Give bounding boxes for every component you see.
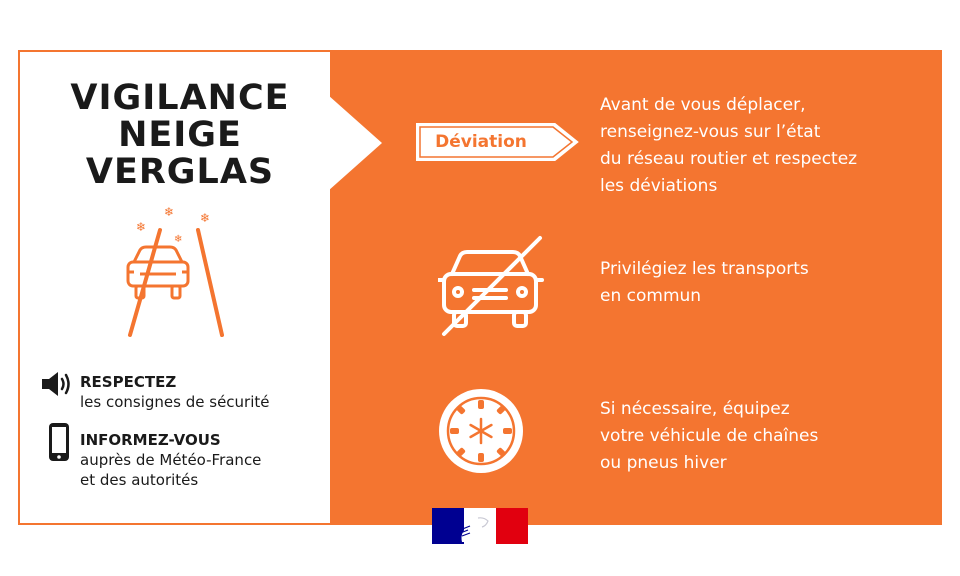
info-informez-heading: INFORMEZ-VOUS [80, 431, 221, 449]
tip-equipment-line1: Si nécessaire, équipez [600, 399, 790, 419]
smartphone-icon [42, 422, 76, 462]
tip-deviations [600, 92, 920, 200]
svg-text:❄: ❄ [164, 205, 175, 219]
car-on-snowy-road-icon [100, 200, 240, 340]
tip-deviations-line4: les déviations [600, 176, 718, 196]
snow-tire-icon [436, 386, 526, 476]
deviation-label: Déviation [435, 132, 527, 152]
tip-transports [600, 256, 920, 310]
marianne-logo [432, 508, 528, 544]
tip-equipment [600, 396, 920, 477]
tip-deviations-line1: Avant de vous déplacer, [600, 95, 806, 115]
tip-deviations-line2: renseignez-vous sur l’état [600, 122, 821, 142]
info-respectez-text: les consignes de sécurité [80, 393, 270, 411]
tip-transports-line1: Privilégiez les transports [600, 259, 809, 279]
tip-deviations-line3: du réseau routier et respectez [600, 149, 858, 169]
tip-transports-line2: en commun [600, 286, 702, 306]
info-informez-line2: et des autorités [80, 471, 199, 489]
info-informez-line1: auprès de Météo-France [80, 451, 262, 469]
speaker-icon [40, 364, 74, 404]
page-title [30, 80, 330, 191]
title-line-neige: NEIGE [118, 115, 242, 155]
tip-equipment-line2: votre véhicule de chaînes [600, 426, 819, 446]
title-line-vigilance: VIGILANCE [70, 78, 290, 118]
crossed-car-icon [438, 234, 548, 338]
title-line-verglas: VERGLAS [85, 152, 275, 192]
info-informez [80, 430, 261, 490]
info-respectez-heading: RESPECTEZ [80, 373, 177, 391]
tip-equipment-line3: ou pneus hiver [600, 453, 727, 473]
svg-text:❄: ❄ [200, 211, 211, 225]
panel-arrow [328, 95, 382, 191]
svg-text:❄: ❄ [136, 220, 147, 234]
info-respectez [80, 372, 270, 412]
svg-text:❄: ❄ [174, 234, 183, 245]
